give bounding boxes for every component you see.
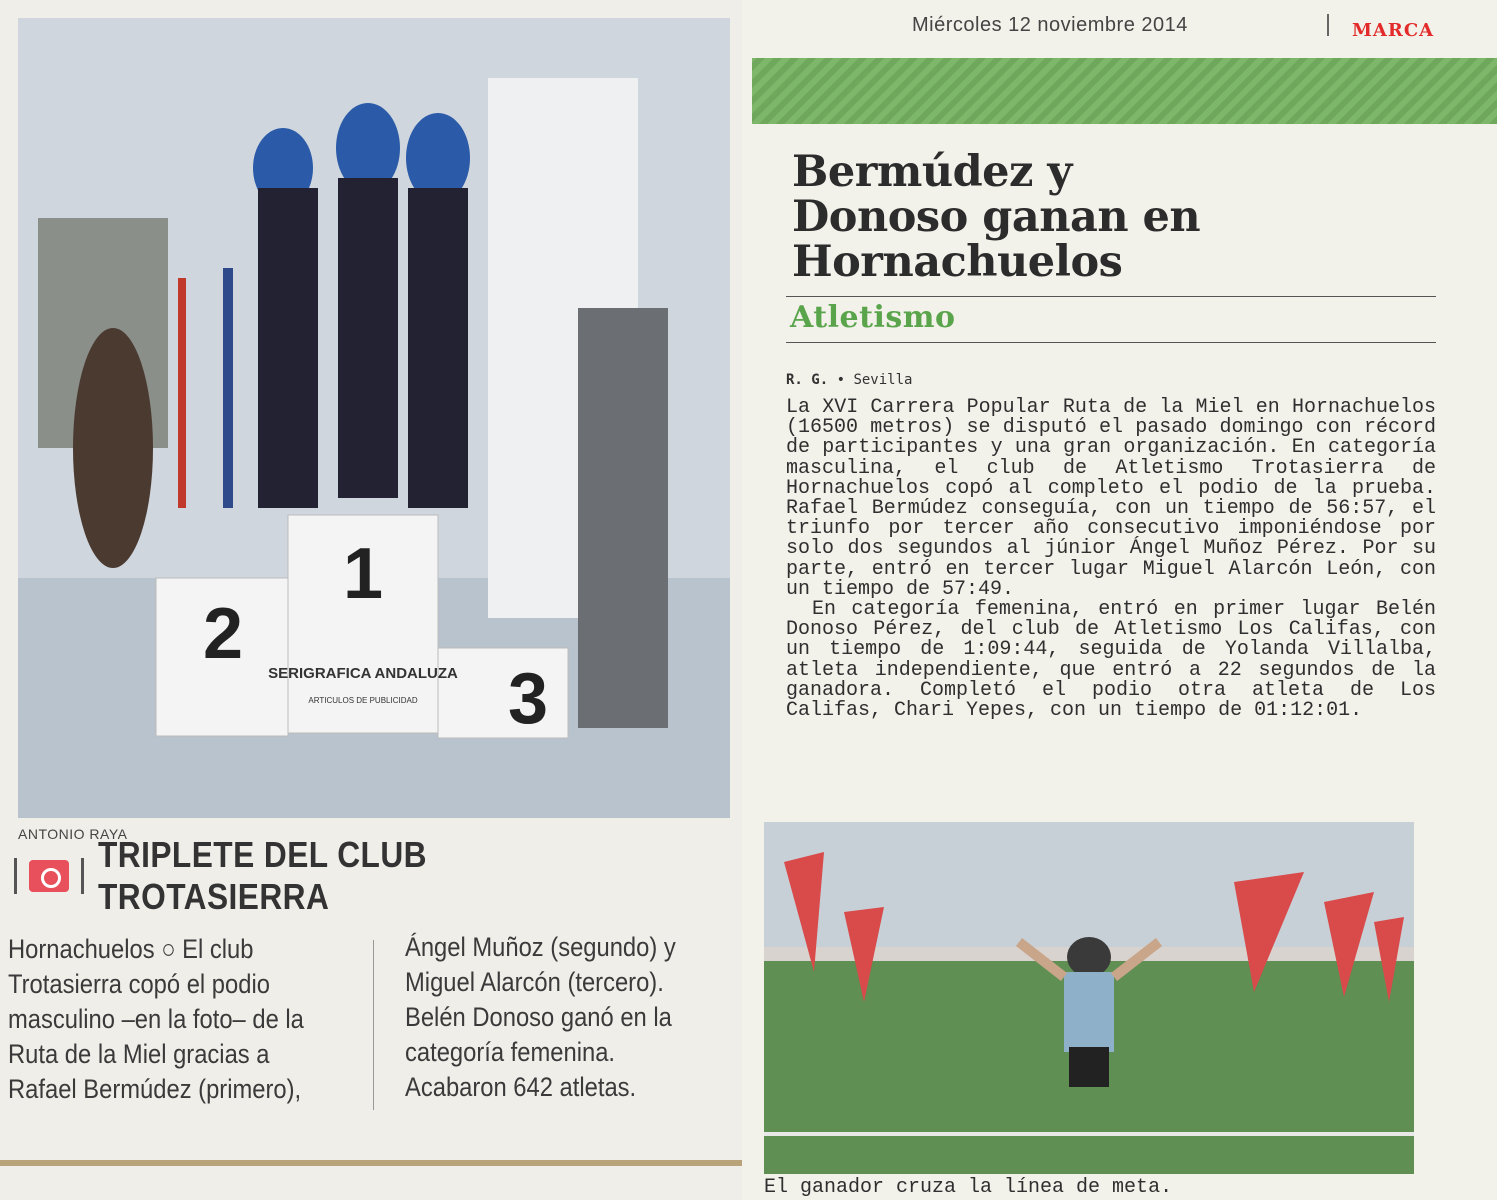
title-line: Donoso ganan en — [792, 192, 1201, 242]
column-divider — [373, 940, 374, 1110]
title-rule — [786, 296, 1436, 297]
caption-line: Miguel Alarcón (tercero). — [405, 967, 664, 997]
header-separator — [1327, 14, 1329, 36]
caption-line: Belén Donoso ganó en la — [405, 1002, 672, 1032]
finish-line-photo — [764, 822, 1414, 1174]
podium-number-2: 2 — [202, 594, 244, 674]
camera-icon — [29, 860, 69, 892]
green-header-band — [752, 58, 1497, 124]
title-line: Bermúdez y — [792, 147, 1072, 197]
caption-line: Trotasierra copó el podio — [8, 969, 270, 999]
byline-location: • Sevilla — [836, 372, 913, 388]
article-paragraph: La XVI Carrera Popular Ruta de la Miel en Hornachuelos (16500 metros) se disputó el pasado domingo con récord de participantes y una gran organización. En categoría masculina, el club de Atletismo Trotasierra de Hornachuelos copó al completo el podio de la prueba. Rafael Bermúdez conseguía, con un tiempo de 56:57, el triunfo por tercer año consecutivo imponiéndose por solo dos segundos al júnior Ángel Muñoz Pérez. Por su parte, entró en tercer lugar Miguel Alarcón León, con un tiempo de 57:49. — [786, 396, 1436, 601]
byline — [786, 372, 912, 388]
photo-credit: ANTONIO RAYA — [18, 826, 128, 842]
caption-column-right — [405, 930, 676, 1105]
right-newspaper-page — [742, 0, 1497, 1200]
podium-number-1: 1 — [342, 534, 384, 614]
caption-line: Hornachuelos ○ El club — [8, 934, 254, 964]
photo-caption: El ganador cruza la línea de meta. — [764, 1176, 1173, 1199]
divider-bar — [81, 858, 84, 894]
caption-line: Ángel Muñoz (segundo) y — [405, 932, 676, 962]
article-title — [792, 147, 1432, 287]
photo-headline: TRIPLETE DEL CLUB TROTASIERRA — [98, 834, 427, 917]
divider-bar — [14, 858, 17, 894]
caption-line: Rafael Bermúdez (primero), — [8, 1074, 302, 1104]
podium-photo-illustration — [18, 18, 730, 818]
bottom-rule — [0, 1160, 742, 1166]
finish-line-illustration — [764, 822, 1414, 1174]
podium-number-3: 3 — [507, 659, 549, 739]
podium-sponsor: SERIGRAFICA ANDALUZA — [268, 665, 458, 682]
article-paragraph: En categoría femenina, entró en primer lugar Belén Donoso Pérez, del club de Atletismo Los Califas, con un tiempo de 1:09:44, seguida de Yolanda Villalba, atleta independiente, que entró a 22 segundos de la ganadora. Completó el podio otra atleta de Los Califas, Chari Yepes, con un tiempo de 01:12:01. — [786, 598, 1436, 723]
camera-icon-group — [14, 858, 84, 894]
caption-column-left — [8, 932, 304, 1107]
article-body — [786, 398, 1436, 721]
byline-author: R. G. — [786, 372, 829, 388]
page-date: Miércoles 12 noviembre 2014 — [912, 14, 1188, 36]
caption-line: Ruta de la Miel gracias a — [8, 1039, 270, 1069]
caption-line: categoría femenina. — [405, 1037, 616, 1067]
podium-sponsor-sub: ARTICULOS DE PUBLICIDAD — [308, 696, 418, 705]
section-rule — [786, 342, 1436, 343]
left-newspaper-page — [0, 0, 742, 1200]
newspaper-brand: MARCA — [1352, 20, 1435, 41]
caption-line: masculino –en la foto– de la — [8, 1004, 304, 1034]
section-label: Atletismo — [790, 300, 956, 335]
podium-photo — [18, 18, 730, 818]
title-line: Hornachuelos — [792, 237, 1123, 287]
caption-line: Acabaron 642 atletas. — [405, 1072, 637, 1102]
